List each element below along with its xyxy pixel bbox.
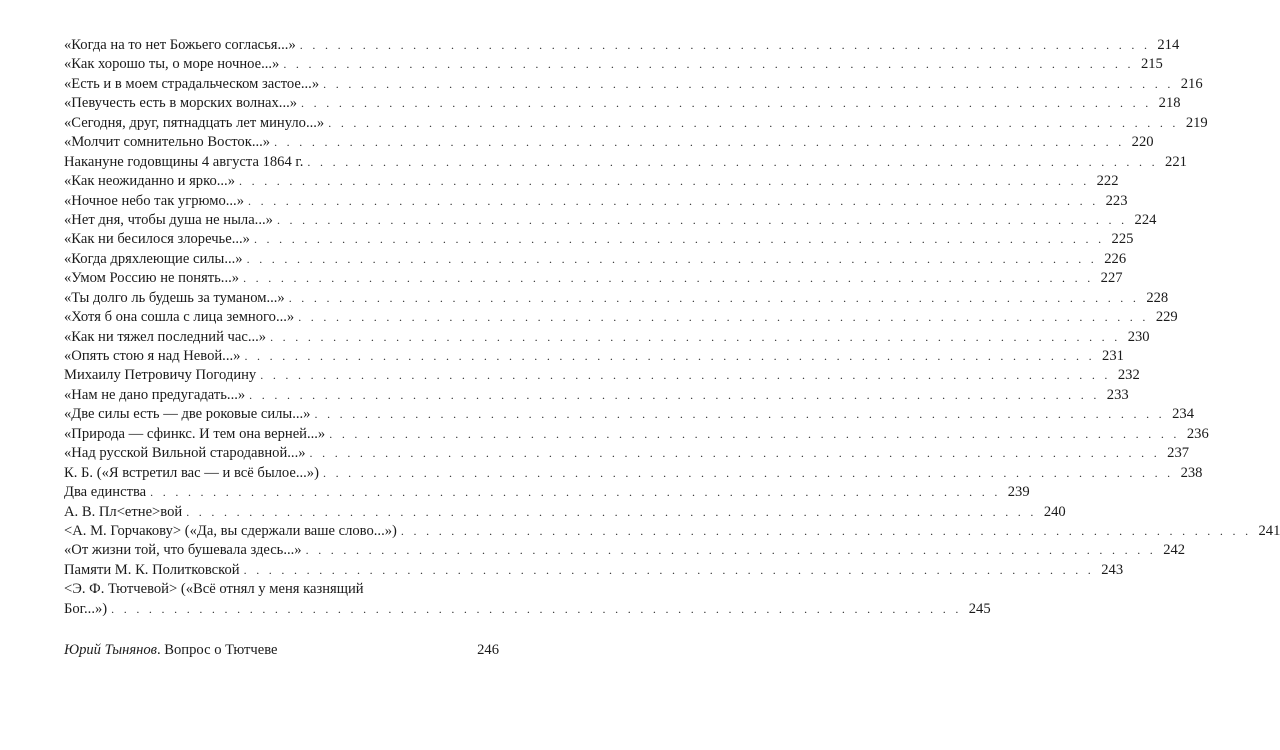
toc-entry-title: «Как хорошо ты, о море ночное...»: [64, 56, 280, 73]
dot-leader: [243, 269, 1094, 288]
toc-entry-title: «Нам не дано предугадать...»: [64, 386, 246, 403]
toc-entry[interactable]: [64, 347, 1124, 366]
toc-entry[interactable]: [64, 36, 1180, 55]
toc-entry[interactable]: [64, 192, 1128, 211]
toc-entry-page: 233: [1106, 386, 1129, 403]
toc-entry[interactable]: [64, 503, 1066, 522]
toc-entry[interactable]: [64, 561, 1124, 580]
toc-entry[interactable]: [64, 386, 1129, 405]
toc-entry[interactable]: [64, 483, 1030, 502]
dot-leader: [306, 541, 1157, 560]
toc-entry-page: 222: [1096, 173, 1119, 190]
toc-entry-title: «Молчит сомнительно Восток...»: [64, 134, 271, 151]
toc-entry-page: 223: [1105, 192, 1128, 209]
toc-entry-page: 229: [1155, 309, 1178, 326]
toc-entry[interactable]: [64, 541, 1186, 560]
toc-entry-page: 231: [1102, 348, 1124, 364]
toc-entry-title: <Э. Ф. Тютчевой> («Всё отнял у меня казнящий: [64, 581, 364, 598]
toc-entry-title: «Природа — сфинкс. И тем она верней...»: [64, 425, 326, 442]
dot-leader: [329, 425, 1180, 444]
toc-entry[interactable]: [64, 366, 1140, 385]
toc-entry[interactable]: [64, 464, 1203, 483]
dot-leader: [301, 94, 1152, 113]
toc-entry-afterword[interactable]: [64, 641, 499, 660]
toc-entry[interactable]: [64, 230, 1134, 249]
toc-entry-title: Накануне годовщины 4 августа 1864 г.: [64, 153, 304, 170]
dot-leader: [323, 75, 1174, 94]
toc-entry-page: 227: [1100, 270, 1123, 287]
dot-leader: [254, 230, 1105, 249]
toc-list: [64, 36, 1280, 661]
toc-entry[interactable]: [64, 308, 1178, 327]
toc-entry-title: «Две силы есть — две роковые силы...»: [64, 406, 311, 423]
dot-leader: [270, 328, 1121, 347]
toc-entry-page: 214: [1157, 37, 1180, 53]
dot-leader: [277, 211, 1128, 230]
toc-entry-title: «Ночное небо так угрюмо...»: [64, 192, 244, 209]
dot-leader: [328, 114, 1179, 133]
toc-entry-title: «Нет дня, чтобы душа не ныла...»: [64, 211, 273, 228]
toc-entry-title: «Когда дряхлеющие силы...»: [64, 250, 243, 267]
toc-entry-page: 240: [1043, 503, 1066, 520]
toc-entry[interactable]: [64, 522, 1280, 541]
toc-entry-wrapped-line1[interactable]: [64, 580, 499, 599]
toc-entry[interactable]: [64, 425, 1209, 444]
toc-entry[interactable]: [64, 444, 1190, 463]
toc-entry-page: 243: [1101, 561, 1124, 578]
toc-entry-title: <А. М. Горчакову> («Да, вы сдержали ваше слово...»): [64, 522, 397, 539]
toc-entry-page: 225: [1111, 231, 1134, 248]
dot-leader: [274, 133, 1125, 152]
toc-entry-title: «От жизни той, что бушевала здесь...»: [64, 542, 302, 559]
toc-entry-page: 241: [1258, 522, 1280, 539]
toc-entry-page: 218: [1158, 95, 1181, 112]
toc-entry-page: 232: [1117, 367, 1140, 384]
toc-entry[interactable]: [64, 269, 1123, 288]
dot-leader: [186, 503, 1037, 522]
toc-entry[interactable]: [64, 114, 1208, 133]
toc-entry-page: 246: [477, 642, 499, 659]
toc-entry-title: «Хотя б она сошла с лица земного...»: [64, 309, 295, 326]
dot-leader: [150, 483, 1001, 502]
toc-entry-title-continued: Бог...»): [64, 600, 108, 617]
toc-entry-page: 245: [968, 600, 991, 617]
dot-leader: [314, 405, 1165, 424]
dot-leader: [239, 172, 1090, 191]
dot-leader: [289, 289, 1140, 308]
toc-entry-page: 238: [1180, 464, 1203, 481]
dot-leader: [298, 308, 1149, 327]
toc-entry[interactable]: [64, 133, 1154, 152]
toc-entry-title: «Как ни бесилося злоречье...»: [64, 231, 250, 248]
dot-leader: [249, 386, 1100, 405]
toc-entry-page: 221: [1165, 153, 1187, 170]
toc-entry-page: 239: [1007, 484, 1030, 501]
toc-entry[interactable]: [64, 328, 1150, 347]
toc-entry-page: 230: [1127, 328, 1150, 345]
toc-entry-title: А. В. Пл<етне>вой: [64, 503, 183, 520]
dot-leader: [401, 522, 1252, 541]
dot-leader: [111, 600, 962, 619]
toc-entry-title: «Умом Россию не понять...»: [64, 270, 240, 287]
toc-entry-title: «Как неожиданно и ярко...»: [64, 173, 235, 190]
dot-leader: [323, 464, 1174, 483]
toc-entry-title: «Над русской Вильной стародавной...»: [64, 445, 306, 462]
toc-entry-title: «Как ни тяжел последний час...»: [64, 328, 267, 345]
toc-entry-title: «Сегодня, друг, пятнадцать лет минуло...»: [64, 114, 325, 131]
toc-entry[interactable]: [64, 75, 1203, 94]
toc-entry-page: 228: [1146, 289, 1169, 306]
dot-leader: [248, 192, 1099, 211]
toc-entry-page: 220: [1131, 134, 1154, 151]
toc-entry-title: «Певучесть есть в морских волнах...»: [64, 95, 298, 112]
toc-entry[interactable]: [64, 405, 1194, 424]
toc-entry-wrapped-line2[interactable]: [64, 600, 991, 619]
toc-entry-title: «Есть и в моем страдальческом застое...»: [64, 75, 320, 92]
toc-entry-page: 216: [1180, 75, 1203, 92]
toc-entry-title: К. Б. («Я встретил вас — и всё былое...»): [64, 464, 319, 481]
dot-leader: [310, 444, 1161, 463]
toc-entry-page: 236: [1186, 425, 1209, 442]
afterword-essay-title: . Вопрос о Тютчеве: [156, 642, 278, 659]
dot-leader: [307, 153, 1158, 172]
toc-entry-title: «Ты долго ль будешь за туманом...»: [64, 289, 285, 306]
toc-entry[interactable]: [64, 289, 1169, 308]
toc-entry-title: Михаилу Петровичу Погодину: [64, 367, 257, 384]
toc-entry[interactable]: [64, 172, 1119, 191]
toc-entry-page: 234: [1172, 406, 1194, 423]
toc-entry-page: 242: [1163, 542, 1186, 559]
toc-entry[interactable]: [64, 250, 1127, 269]
dot-leader: [283, 55, 1134, 74]
toc-entry-page: 219: [1185, 114, 1208, 131]
toc-entry-title: Два единства: [64, 484, 147, 501]
dot-leader: [244, 347, 1095, 366]
afterword-author: Юрий Тынянов: [64, 642, 157, 659]
section-gap: [64, 619, 499, 641]
toc-entry-title: Памяти М. К. Политковской: [64, 561, 240, 578]
toc-entry-page: 224: [1134, 211, 1157, 228]
toc-entry-title: «Когда на то нет Божьего согласья...»: [64, 37, 296, 53]
toc-entry[interactable]: [64, 55, 1163, 74]
toc-entry-title: «Опять стою я над Невой...»: [64, 348, 241, 364]
dot-leader: [260, 366, 1111, 385]
dot-leader: [244, 561, 1095, 580]
toc-entry[interactable]: [64, 153, 1187, 172]
dot-leader: [247, 250, 1098, 269]
dot-leader: [300, 36, 1151, 55]
toc-entry[interactable]: [64, 94, 1181, 113]
toc-entry[interactable]: [64, 211, 1157, 230]
toc-entry-page: 215: [1140, 56, 1163, 73]
afterword-title: [64, 641, 282, 660]
toc-entry-page: 237: [1167, 445, 1190, 462]
toc-entry-page: 226: [1104, 250, 1127, 267]
